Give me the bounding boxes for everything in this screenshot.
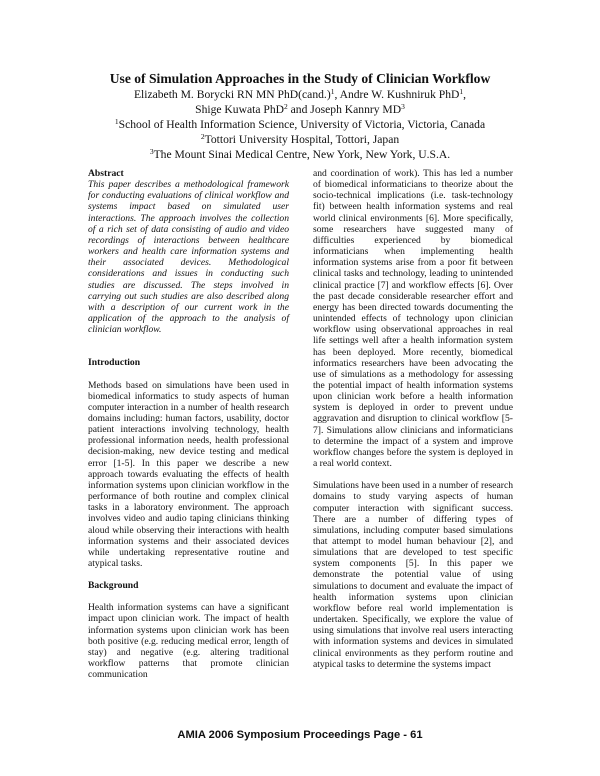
author-name: and Joseph Kannry MD (287, 103, 402, 116)
left-column (88, 168, 289, 680)
background-text-right: and coordination of work). This has led a number of biomedical informaticians to theorize about the socio-technical implications (i.e. task-technology fit) between health information systems and real world clinical environments [6]. More specifically, some researchers have suggested many of difficulties experienced by biomedical informaticians when implementing health information systems arise from a poor fit between clinical tasks and technology, leading to unintended clinical practice [7] and workflow effects [6]. Over the past decade considerable researcher effort and energy has been directed towards documenting the unintended effects of technology upon clinician workflow using observational approaches in real life settings well after a health information system has been deployed. More recently, biomedical informatics researchers have been advocating the use of simulations as a methodology for assessing the potential impact of health information systems upon clinician work before a health information system is deployed in order to prevent undue aggravation and disruption to clinical workflow [5-7]. Simulations allow clinicians and informaticians to determine the impact of a system and improve workflow changes before the system is deployed in a real world context. (313, 168, 513, 470)
affiliation-marker: 3 (401, 102, 405, 111)
affiliation-text: School of Health Information Science, University of Victoria, Victoria, Canada (118, 118, 486, 131)
introduction-text: Methods based on simulations have been used in biomedical informatics to study aspects of human computer interaction in a number of health research domains including: human factors, usability, doctor patient interactions involving technology, health professional information needs, health professional decision-making, new device testing and medical error [1-5]. In this paper we describe a new approach towards evaluating the effects of health information systems upon clinician workflow in the performance of both routine and complex clinical tasks in a laboratory environment. The approach involves video and audio taping clinicians thinking aloud while observing their interactions with health information systems and their associated devices while undertaking representative routine and atypical tasks. (88, 379, 289, 569)
author-separator: , (463, 88, 467, 101)
introduction-heading: Introduction (88, 357, 141, 369)
background-heading: Background (88, 580, 139, 592)
affiliation-marker: 2 (200, 132, 205, 141)
page-footer: AMIA 2006 Symposium Proceedings Page - 61 (177, 729, 423, 741)
affiliation-text: The Mount Sinai Medical Centre, New York, New York, U.S.A. (153, 148, 451, 161)
paper-header (0, 70, 600, 162)
author-name: Shige Kuwata PhD (195, 103, 285, 116)
affiliation-text: Tottori University Hospital, Tottori, Japan (204, 133, 400, 146)
author-name: Elizabeth M. Borycki RN MN PhD(cand.) (133, 88, 331, 101)
affiliation-marker: 1 (114, 117, 119, 126)
affiliation-3 (0, 147, 600, 162)
abstract-text: This paper describes a methodological framework for conducting evaluations of clinical workflow and systems impact based on simulated user interactions. The approach involves the collection of a rich set of data consisting of audio and video recordings of interactions between healthcare workers and health care information systems and their associated devices. Methodological considerations and issues in conducting such studies are discussed. The steps involved in carrying out such studies are also described along with a description of our current work in the application of the approach to the analysis of clinician workflow. (88, 179, 289, 336)
paper-title: Use of Simulation Approaches in the Study of Clinician Workflow (109, 71, 491, 86)
authors-line-2 (0, 102, 600, 117)
background-text-left: Health information systems can have a significant impact upon clinician work. The impact of health information systems upon clinician work has been both positive (e.g. reducing medical error, length of stay) and negative (e.g. altering traditional workflow patterns that promote clinician communication (88, 602, 289, 681)
right-column (313, 168, 513, 670)
affiliation-1 (0, 117, 600, 132)
author-name: , Andre W. Kushniruk PhD (334, 88, 460, 101)
affiliation-marker: 3 (149, 147, 154, 156)
simulations-paragraph: Simulations have been used in a number of research domains to study varying aspects of human computer interaction with significant success. There are a number of differing types of simulations, including computer based simulations that attempt to model human behaviour [2], and simulations that are developed to test specific system components [5]. In this paper we demonstrate the potential value of using simulations to document and evaluate the impact of health information systems upon clinician workflow before real world implementation is undertaken. Specifically, we explore the value of using simulations that involve real users interacting with information systems and devices in simulated clinical environments as they perform routine and atypical tasks to determine the systems impact (313, 480, 513, 670)
affiliation-marker: 1 (330, 87, 335, 96)
affiliation-marker: 1 (459, 87, 464, 96)
affiliation-2 (0, 132, 600, 147)
authors-line-1 (0, 87, 600, 102)
affiliation-marker: 2 (284, 102, 288, 111)
abstract-heading: Abstract (88, 168, 124, 179)
